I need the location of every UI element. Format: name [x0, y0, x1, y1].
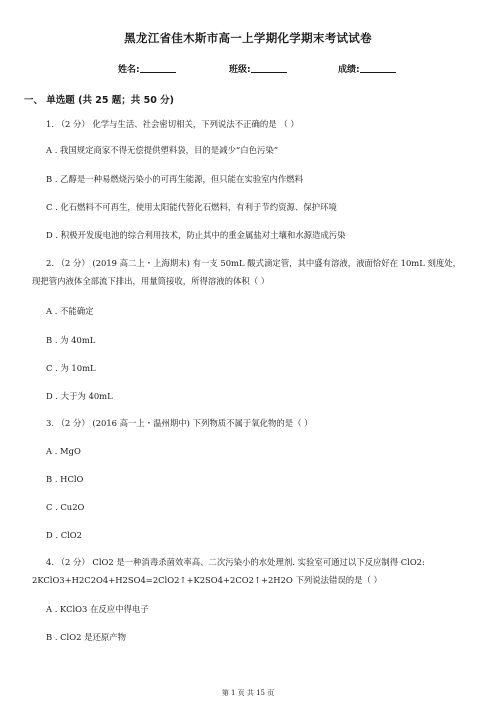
question-stem: 4. （2 分） ClO2 是一种消毒杀菌效率高、二次污染小的水处理剂. 实验室可通过以下反应制得 ClO2: — [46, 557, 425, 567]
question-stem-continued: 现把管内液体全部流下排出，用量筒接收，所得溶液的体积（ ） — [32, 276, 270, 286]
score-field — [338, 62, 396, 75]
name-field — [118, 62, 176, 75]
score-label: 成绩: — [338, 65, 360, 75]
option-a: A . 我国规定商家不得无偿提供塑料袋，目的是减少“白色污染” — [46, 145, 278, 155]
option-b: B . ClO2 是还原产物 — [46, 632, 126, 642]
class-blank — [251, 63, 287, 73]
exam-title: 黑龙江省佳木斯市高一上学期化学期末考试试卷 — [124, 31, 372, 45]
option-b: B . HClO — [46, 474, 84, 484]
question-stem-continued: 2KClO3+H2C2O4+H2SO4=2ClO2↑+K2SO4+2CO2↑+2H2O 下列说法错误的是（ ） — [32, 575, 382, 585]
option-b: B . 乙醇是一种易燃烧污染小的可再生能源，但只能在实验室内作燃料 — [46, 174, 304, 184]
question-stem: 1. （2 分） 化学与生活、社会密切相关，下列说法不正确的是 （ ） — [46, 119, 299, 129]
class-field — [229, 62, 287, 75]
option-d: D . 大于为 40mL — [46, 391, 113, 401]
class-label: 班级: — [229, 65, 251, 75]
option-c: C . 为 10mL — [46, 363, 96, 373]
question-stem: 3. （2 分） (2016 高一上・温州期中) 下列物质不属于氧化物的是（ ） — [46, 418, 313, 428]
option-a: A . 不能确定 — [46, 306, 94, 316]
option-c: C . Cu2O — [46, 502, 85, 512]
section-heading: 一、 单选题 (共 25 题；共 50 分) — [24, 95, 174, 106]
option-d: D . 积极开发废电池的综合利用技术，防止其中的重金属盐对土壤和水源造成污染 — [46, 230, 346, 240]
page-footer: 第 1 页 共 15 页 — [221, 689, 275, 697]
name-label: 姓名: — [118, 65, 140, 75]
option-a: A . MgO — [46, 446, 81, 456]
name-blank — [140, 63, 176, 73]
score-blank — [360, 63, 396, 73]
option-b: B . 为 40mL — [46, 335, 96, 345]
option-c: C . 化石燃料不可再生，使用太阳能代替化石燃料，有利于节约资源、保护环境 — [46, 202, 337, 212]
option-a: A . KClO3 在反应中得电子 — [46, 604, 149, 614]
question-stem: 2. （2 分） (2019 高二上・上海期末) 有一支 50mL 酸式滴定管，其中盛有溶液，液面恰好在 10mL 刻度处， — [46, 258, 461, 268]
option-d: D . ClO2 — [46, 530, 82, 540]
